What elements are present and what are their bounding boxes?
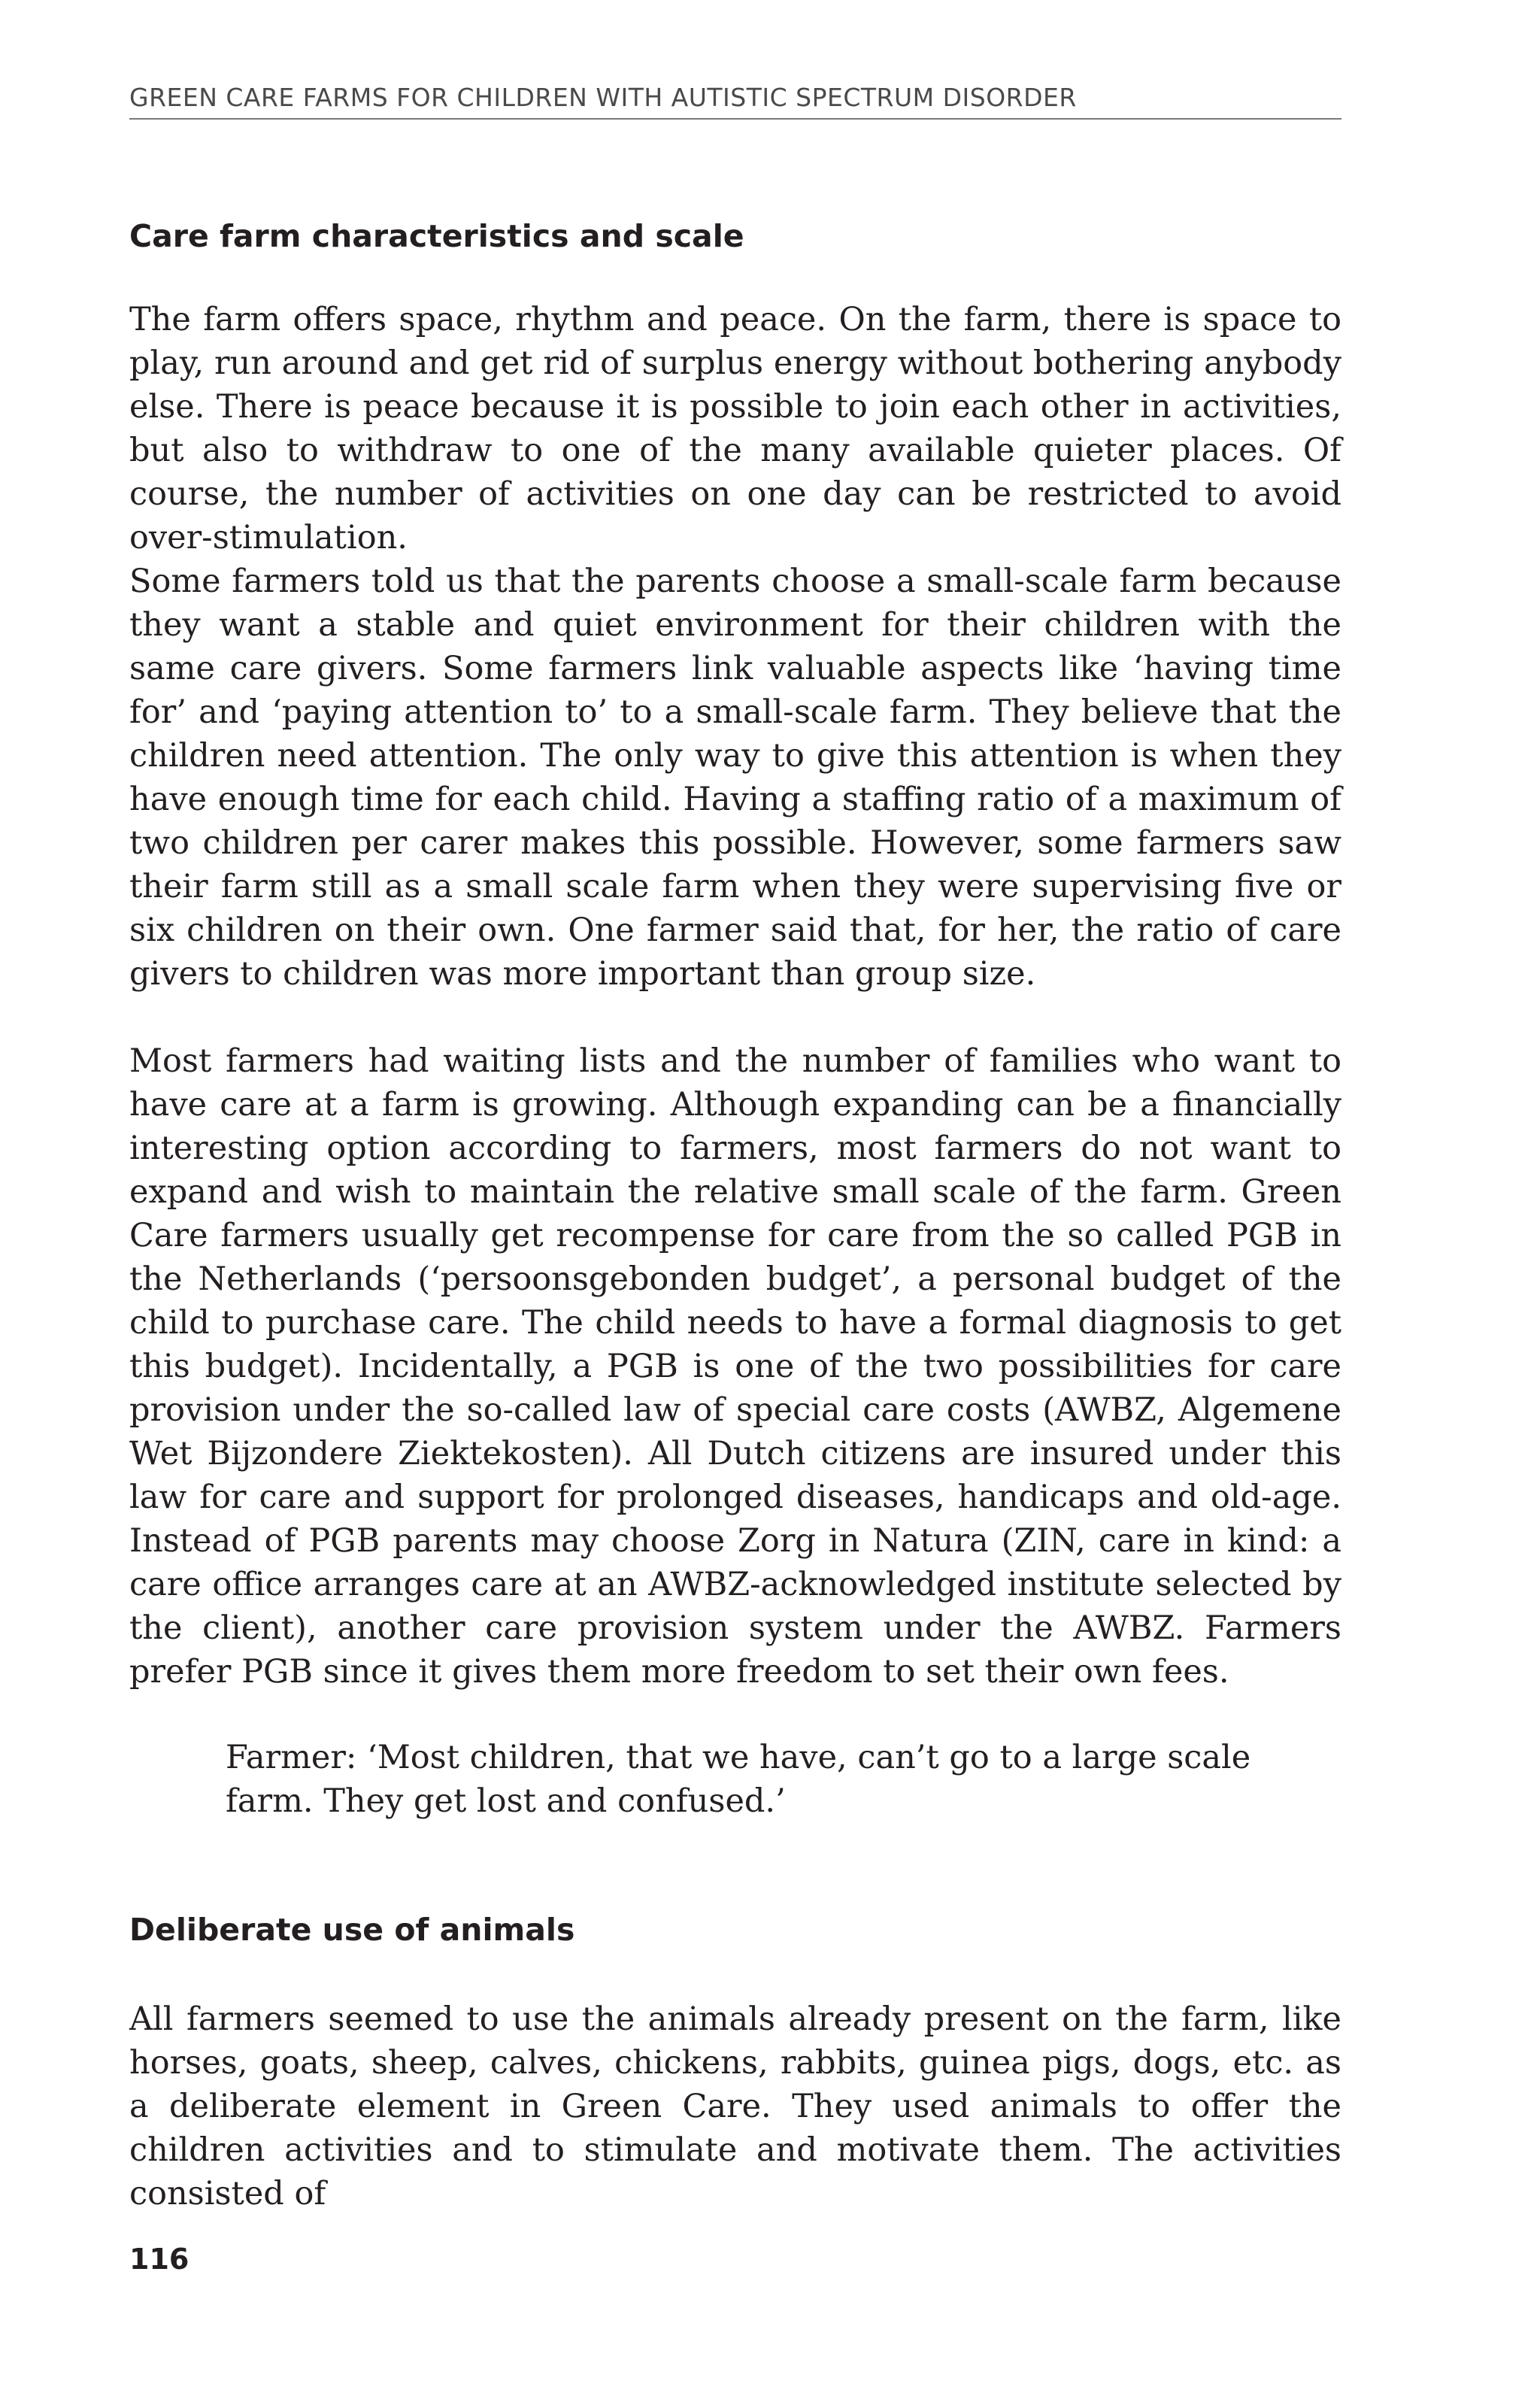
section-heading-animals: Deliberate use of animals — [129, 1912, 575, 1948]
paragraph-4: All farmers seemed to use the animals already present on the farm, like horses, goats, sheep, calves, chickens, rabbits, guinea pigs, dogs, etc. as a deliberate element in Green Care. They used animals to offer the children activities and to stimulate and motivate them. The activities consisted of — [129, 2000, 1341, 2213]
page-number: 116 — [129, 2243, 189, 2276]
paragraph-2: Some farmers told us that the parents choose a small-scale farm because they want a stable and quiet environment for their children with the same care givers. Some farmers link valuable aspects like ‘having time for’ and ‘paying attention to’ to a small-scale farm. They believe that the children need attention. The only way to give this attention is when they have enough time for each child. Having a staffing ratio of a maximum of two children per carer makes this possible. However, some farmers saw their farm still as a small scale farm when they were supervising five or six children on their own. One farmer said that, for her, the ratio of care givers to children was more important than group size. — [129, 563, 1341, 993]
farmer-quote: Farmer: ‘Most children, that we have, can’t go to a large scale farm. They get lost and confused.’ — [226, 1739, 1251, 1820]
paragraph-3: Most farmers had waiting lists and the number of families who want to have care at a farm is growing. Although expanding can be a financially interesting option according to farmers, most farmers do not want to expand and wish to maintain the relative small scale of the farm. Green Care farmers usually get recompense for care from the so called PGB in the Netherlands (‘persoonsgebonden budget’, a personal budget of the child to purchase care. The child needs to have a formal diagnosis to get this budget). Incidentally, a PGB is one of the two possibilities for care provision under the so-called law of special care costs (AWBZ, Algemene Wet Bijzondere Ziektekosten). All Dutch citizens are insured under this law for care and support for prolonged diseases, handicaps and old-age. Instead of PGB parents may choose Zorg in Natura (ZIN, care in kind: a care office arranges care at an AWBZ-acknowledged institute selected by the client), another care provision system under the AWBZ. Farmers prefer PGB since it gives them more freedom to set their own fees. — [129, 1042, 1341, 1691]
running-header: GREEN CARE FARMS FOR CHILDREN WITH AUTISTIC SPECTRUM DISORDER — [129, 83, 1077, 112]
section-heading-care-farm: Care farm characteristics and scale — [129, 218, 744, 254]
header-rule — [129, 118, 1341, 120]
paragraph-1: The farm offers space, rhythm and peace. On the farm, there is space to play, run around and get rid of surplus energy without bothering anybody else. There is peace because it is possible to join each other in activities, but also to withdraw to one of the many available quieter places. Of course, the number of activities on one day can be restricted to avoid over-stimulation. — [129, 301, 1341, 557]
